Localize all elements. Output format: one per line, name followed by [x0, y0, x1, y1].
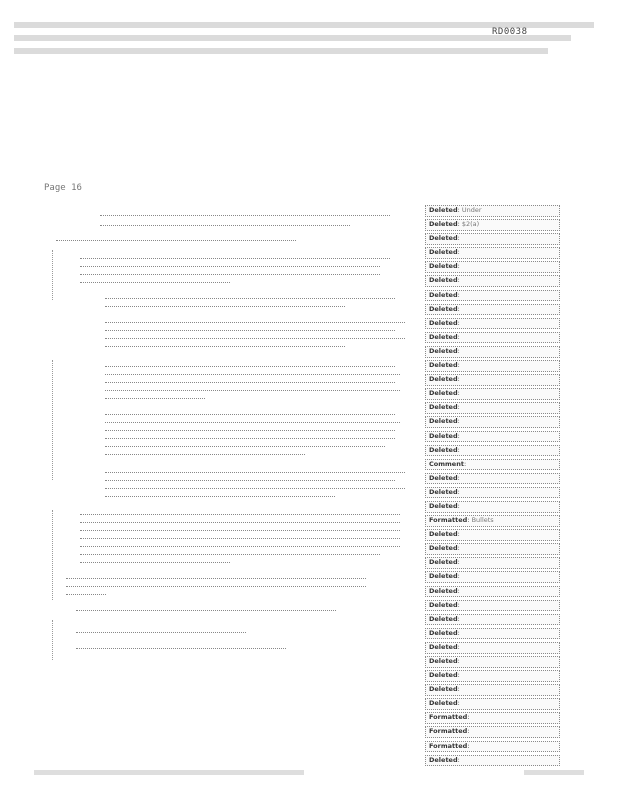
- revision-balloon[interactable]: [425, 473, 560, 485]
- text-line: [105, 422, 400, 423]
- revision-balloon[interactable]: [425, 219, 560, 231]
- balloon-separator: :: [457, 290, 460, 299]
- text-line: [105, 398, 205, 399]
- revision-balloon[interactable]: [425, 332, 560, 344]
- revision-balloon[interactable]: [425, 684, 560, 696]
- balloon-kind: Comment: [429, 459, 464, 468]
- revision-balloon[interactable]: [425, 416, 560, 428]
- revision-balloon[interactable]: [425, 501, 560, 513]
- balloon-kind: Deleted: [429, 642, 458, 651]
- balloon-kind: Deleted: [429, 318, 458, 327]
- text-line: [105, 322, 405, 323]
- revision-balloon[interactable]: [425, 642, 560, 654]
- change-bar: [52, 250, 53, 300]
- balloon-text: Bullets: [471, 516, 494, 525]
- text-line: [80, 554, 380, 555]
- text-line: [80, 274, 380, 275]
- balloon-kind: Deleted: [429, 586, 458, 595]
- text-line: [80, 538, 400, 539]
- balloon-kind: Deleted: [429, 389, 458, 398]
- revision-balloon[interactable]: [425, 346, 560, 358]
- balloon-separator: :: [457, 262, 460, 271]
- page-number: Page 16: [44, 183, 82, 193]
- text-line: [105, 430, 395, 431]
- balloon-kind: Deleted: [429, 558, 458, 567]
- revision-balloon[interactable]: [425, 755, 560, 767]
- text-line: [105, 446, 385, 447]
- balloon-separator: :: [457, 206, 462, 214]
- revision-balloons: [425, 205, 560, 769]
- balloon-kind: Deleted: [429, 234, 458, 243]
- balloon-kind: Deleted: [429, 290, 458, 299]
- balloon-separator: :: [457, 431, 460, 440]
- balloon-kind: Deleted: [429, 699, 458, 708]
- revision-balloon[interactable]: [425, 261, 560, 273]
- revision-balloon[interactable]: [425, 459, 560, 471]
- text-line: [105, 330, 395, 331]
- balloon-kind: Deleted: [429, 600, 458, 609]
- text-line: [80, 258, 390, 259]
- revision-balloon[interactable]: [425, 670, 560, 682]
- balloon-text: $2(a): [461, 220, 480, 229]
- revision-balloon[interactable]: [425, 515, 560, 527]
- balloon-separator: :: [457, 558, 460, 567]
- text-line: [105, 488, 405, 489]
- balloon-kind: Deleted: [429, 332, 458, 341]
- balloon-separator: :: [457, 544, 460, 553]
- text-line: [80, 522, 400, 523]
- text-line: [105, 438, 395, 439]
- balloon-kind: Deleted: [429, 473, 458, 482]
- revision-balloon[interactable]: [425, 543, 560, 555]
- balloon-separator: :: [457, 671, 460, 680]
- revision-balloon[interactable]: [425, 205, 560, 217]
- balloon-kind: Deleted: [429, 755, 458, 764]
- text-line: [66, 578, 366, 579]
- balloon-separator: :: [457, 586, 460, 595]
- balloon-kind: Deleted: [429, 276, 458, 285]
- revision-balloon[interactable]: [425, 600, 560, 612]
- balloon-separator: :: [457, 361, 460, 370]
- text-line: [80, 266, 380, 267]
- balloon-separator: :: [467, 713, 470, 722]
- revision-balloon[interactable]: [425, 290, 560, 302]
- document-code: RD0038: [492, 27, 528, 37]
- text-line: [80, 282, 230, 283]
- balloon-separator: :: [457, 403, 460, 412]
- balloon-separator: :: [457, 375, 460, 384]
- revision-balloon[interactable]: [425, 487, 560, 499]
- balloon-kind: Deleted: [429, 220, 458, 229]
- text-line: [105, 366, 395, 367]
- balloon-separator: :: [457, 346, 460, 355]
- text-line: [105, 414, 395, 415]
- text-line: [105, 374, 400, 375]
- text-line: [105, 496, 335, 497]
- text-line: [76, 610, 336, 611]
- header-line: [14, 48, 548, 54]
- balloon-kind: Deleted: [429, 614, 458, 623]
- text-line: [105, 346, 345, 347]
- balloon-kind: Deleted: [429, 403, 458, 412]
- text-line: [105, 472, 405, 473]
- revision-balloon[interactable]: [425, 529, 560, 541]
- balloon-kind: Deleted: [429, 544, 458, 553]
- balloon-separator: :: [457, 642, 460, 651]
- balloon-separator: :: [457, 234, 460, 243]
- revision-balloon[interactable]: [425, 698, 560, 710]
- balloon-separator: :: [457, 220, 462, 229]
- text-line: [66, 586, 366, 587]
- balloon-kind: Deleted: [429, 431, 458, 440]
- text-line: [80, 514, 400, 515]
- revision-balloon[interactable]: [425, 614, 560, 626]
- text-line: [105, 454, 305, 455]
- balloon-kind: Deleted: [429, 671, 458, 680]
- revision-balloon[interactable]: [425, 318, 560, 330]
- balloon-separator: :: [457, 417, 460, 426]
- balloon-kind: Deleted: [429, 417, 458, 426]
- text-line: [105, 306, 345, 307]
- revision-balloon[interactable]: [425, 741, 560, 753]
- header-line: [14, 35, 571, 41]
- balloon-separator: :: [463, 459, 467, 468]
- revision-balloon[interactable]: [425, 374, 560, 386]
- text-line: [105, 338, 405, 339]
- text-line: [76, 632, 246, 633]
- revision-balloon[interactable]: [425, 304, 560, 316]
- revision-balloon[interactable]: [425, 586, 560, 598]
- revision-balloon[interactable]: [425, 360, 560, 372]
- text-line: [80, 562, 230, 563]
- revision-balloon[interactable]: [425, 628, 560, 640]
- balloon-separator: :: [457, 530, 460, 539]
- text-line: [80, 546, 400, 547]
- balloon-separator: :: [457, 332, 460, 341]
- balloon-separator: :: [457, 304, 460, 313]
- balloon-kind: Deleted: [429, 248, 458, 257]
- balloon-separator: :: [457, 248, 460, 257]
- change-bar: [52, 510, 53, 600]
- balloon-separator: :: [457, 445, 460, 454]
- balloon-kind: Deleted: [429, 685, 458, 694]
- revision-balloon[interactable]: [425, 233, 560, 245]
- revision-balloon[interactable]: [425, 402, 560, 414]
- balloon-separator: :: [457, 487, 460, 496]
- balloon-separator: :: [467, 516, 472, 525]
- revision-balloon[interactable]: [425, 275, 560, 287]
- text-line: [76, 648, 286, 649]
- balloon-separator: :: [457, 501, 460, 510]
- balloon-kind: Formatted: [429, 727, 468, 736]
- change-bar: [52, 620, 53, 660]
- balloon-separator: :: [457, 685, 460, 694]
- revision-balloon[interactable]: [425, 726, 560, 738]
- revision-balloon[interactable]: [425, 571, 560, 583]
- balloon-separator: :: [457, 699, 460, 708]
- balloon-kind: Deleted: [429, 657, 458, 665]
- balloon-kind: Deleted: [429, 361, 458, 370]
- balloon-kind: Deleted: [429, 501, 458, 510]
- balloon-kind: Deleted: [429, 206, 458, 214]
- balloon-kind: Deleted: [429, 628, 458, 637]
- text-line: [105, 480, 395, 481]
- revision-balloon[interactable]: [425, 247, 560, 259]
- change-bar: [52, 360, 53, 480]
- balloon-kind: Formatted: [429, 516, 468, 525]
- balloon-separator: :: [457, 657, 460, 665]
- balloon-kind: Deleted: [429, 445, 458, 454]
- balloon-kind: Deleted: [429, 346, 458, 355]
- balloon-kind: Formatted: [429, 741, 468, 750]
- revision-balloon[interactable]: [425, 388, 560, 400]
- revision-balloon[interactable]: [425, 445, 560, 457]
- section-heading: [56, 240, 296, 241]
- revision-balloon[interactable]: [425, 557, 560, 569]
- text-line: [100, 225, 350, 226]
- text-line: [105, 382, 395, 383]
- balloon-separator: :: [467, 727, 470, 736]
- balloon-separator: :: [457, 473, 460, 482]
- text-line: [80, 530, 400, 531]
- balloon-kind: Formatted: [429, 713, 468, 722]
- text-line: [105, 298, 395, 299]
- balloon-kind: Deleted: [429, 530, 458, 539]
- page-footer: [34, 770, 304, 775]
- text-line: [66, 594, 106, 595]
- balloon-separator: :: [467, 741, 470, 750]
- text-line: [105, 390, 400, 391]
- balloon-kind: Deleted: [429, 375, 458, 384]
- revision-balloon[interactable]: [425, 712, 560, 724]
- text-line: [100, 215, 390, 216]
- balloon-separator: :: [457, 389, 460, 398]
- page-footer-right: [524, 770, 584, 775]
- balloon-text: Under: [461, 206, 482, 214]
- balloon-separator: :: [457, 628, 460, 637]
- balloon-kind: Deleted: [429, 262, 458, 271]
- balloon-separator: :: [457, 600, 460, 609]
- balloon-separator: :: [457, 572, 460, 581]
- balloon-separator: :: [457, 755, 460, 764]
- balloon-separator: :: [457, 614, 460, 623]
- balloon-kind: Deleted: [429, 487, 458, 496]
- balloon-separator: :: [457, 276, 460, 285]
- balloon-separator: :: [457, 318, 460, 327]
- revision-balloon[interactable]: [425, 431, 560, 443]
- revision-balloon[interactable]: [425, 656, 560, 668]
- balloon-kind: Deleted: [429, 304, 458, 313]
- balloon-kind: Deleted: [429, 572, 458, 581]
